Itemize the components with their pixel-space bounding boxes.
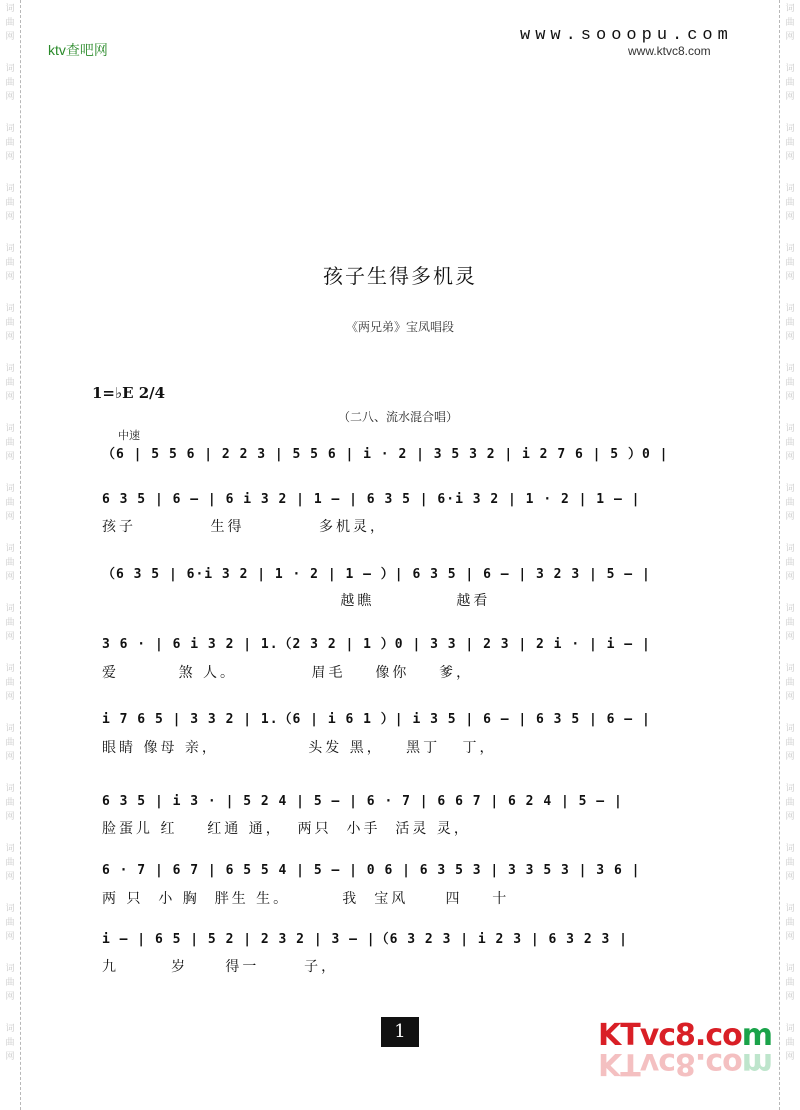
- watermark-glyph-group: [5, 62, 14, 104]
- watermark-glyph: 词: [785, 4, 795, 14]
- watermark-glyph-group: [5, 662, 14, 704]
- watermark-glyph-group: [5, 1022, 14, 1064]
- watermark-glyph: 曲: [5, 738, 15, 748]
- watermark-glyph: 曲: [785, 798, 795, 808]
- watermark-glyph-group: [785, 722, 794, 764]
- watermark-glyph-group: [5, 362, 14, 404]
- watermark-glyph-group: [785, 362, 794, 404]
- lyric-line-7: 两 只 小 胸 胖生 生。 我 宝风 四 十: [102, 891, 510, 907]
- watermark-glyph: 曲: [785, 138, 795, 148]
- logo-green-text: m: [741, 1018, 772, 1053]
- watermark-glyph: 网: [5, 392, 15, 402]
- watermark-glyph-group: [785, 842, 794, 884]
- watermark-glyph: 曲: [785, 78, 795, 88]
- site-sub-url[interactable]: www.ktvc8.com: [628, 44, 711, 58]
- watermark-glyph: 词: [5, 1024, 15, 1034]
- watermark-glyph: 词: [785, 424, 795, 434]
- watermark-glyph: 网: [5, 512, 15, 522]
- watermark-glyph-group: [5, 962, 14, 1004]
- watermark-glyph: 曲: [5, 918, 15, 928]
- watermark-glyph: 网: [785, 512, 795, 522]
- watermark-glyph: 词: [5, 604, 15, 614]
- watermark-glyph: 网: [5, 572, 15, 582]
- score-line-8: i — | 6 5 | 5 2 | 2 3 2 | 3 — |（6 3 2 3 | i 2 3 | 6 3 2 3 |: [102, 932, 628, 947]
- watermark-glyph: 网: [785, 332, 795, 342]
- watermark-glyph-group: [5, 2, 14, 44]
- key-signature: 1=♭E 2/4: [92, 384, 166, 402]
- watermark-glyph: 曲: [785, 978, 795, 988]
- watermark-glyph-group: [5, 542, 14, 584]
- watermark-glyph-group: [5, 722, 14, 764]
- watermark-glyph: 词: [785, 844, 795, 854]
- watermark-glyph-group: [785, 602, 794, 644]
- watermark-glyph: 网: [785, 632, 795, 642]
- watermark-glyph: 网: [5, 272, 15, 282]
- watermark-glyph-group: [5, 782, 14, 824]
- watermark-glyph: 词: [5, 904, 15, 914]
- watermark-glyph: 词: [5, 964, 15, 974]
- watermark-glyph: 网: [5, 992, 15, 1002]
- watermark-glyph: 词: [785, 964, 795, 974]
- watermark-glyph-group: [785, 182, 794, 224]
- watermark-glyph-group: [785, 482, 794, 524]
- watermark-glyph: 网: [5, 92, 15, 102]
- watermark-glyph: 网: [785, 932, 795, 942]
- watermark-glyph: 网: [5, 932, 15, 942]
- watermark-glyph: 词: [5, 4, 15, 14]
- watermark-glyph: 曲: [785, 678, 795, 688]
- watermark-glyph-group: [5, 482, 14, 524]
- watermark-glyph-group: [785, 422, 794, 464]
- watermark-glyph: 曲: [5, 378, 15, 388]
- watermark-glyph-group: [785, 62, 794, 104]
- watermark-glyph: 词: [785, 124, 795, 134]
- watermark-glyph: 词: [5, 184, 15, 194]
- watermark-glyph: 网: [5, 452, 15, 462]
- watermark-glyph-group: [785, 542, 794, 584]
- watermark-glyph-group: [785, 662, 794, 704]
- watermark-glyph: 词: [785, 664, 795, 674]
- watermark-glyph-group: [785, 902, 794, 944]
- watermark-glyph-group: [5, 902, 14, 944]
- watermark-glyph: 网: [785, 572, 795, 582]
- lyric-line-3: 越瞧 越看: [102, 593, 491, 609]
- watermark-glyph: 网: [785, 452, 795, 462]
- brand-left-logo[interactable]: ktv查吧网: [48, 42, 108, 58]
- score-line-5: i 7 6 5 | 3 3 2 | 1.（6 | i 6 1 ）| i 3 5 | 6 — | 6 3 5 | 6 — |: [102, 712, 651, 727]
- logo-red-text: KTvc8.co: [598, 1018, 742, 1053]
- watermark-glyph: 网: [5, 872, 15, 882]
- watermark-glyph: 网: [5, 632, 15, 642]
- watermark-glyph: 曲: [5, 798, 15, 808]
- watermark-glyph: 词: [785, 904, 795, 914]
- ktvc8-logo-reflection: [598, 1046, 772, 1081]
- score-line-2: 6 3 5 | 6 — | 6 i 3 2 | 1 — | 6 3 5 | 6·i 3 2 | 1 · 2 | 1 — |: [102, 492, 641, 507]
- lyric-line-6: 脸蛋儿 红 红通 通， 两只 小手 活灵 灵，: [102, 821, 471, 837]
- watermark-glyph: 网: [785, 212, 795, 222]
- watermark-glyph: 网: [785, 32, 795, 42]
- watermark-glyph: 曲: [5, 858, 15, 868]
- watermark-glyph: 网: [785, 152, 795, 162]
- score-line-3: （6 3 5 | 6·i 3 2 | 1 · 2 | 1 — ）| 6 3 5 | 6 — | 3 2 3 | 5 — |: [102, 567, 651, 582]
- score-line-6: 6 3 5 | i 3 · | 5 2 4 | 5 — | 6 · 7 | 6 6 7 | 6 2 4 | 5 — |: [102, 794, 623, 809]
- watermark-glyph: 曲: [5, 318, 15, 328]
- watermark-glyph: 曲: [5, 618, 15, 628]
- watermark-glyph: 曲: [5, 1038, 15, 1048]
- watermark-glyph: 曲: [785, 918, 795, 928]
- watermark-glyph: 曲: [785, 258, 795, 268]
- watermark-glyph: 曲: [785, 438, 795, 448]
- tempo-marking: 中速: [118, 429, 140, 442]
- watermark-glyph: 网: [785, 812, 795, 822]
- watermark-glyph: 曲: [5, 198, 15, 208]
- watermark-glyph: 词: [785, 244, 795, 254]
- watermark-glyph: 曲: [5, 78, 15, 88]
- watermark-glyph: 网: [5, 332, 15, 342]
- watermark-glyph: 网: [785, 872, 795, 882]
- watermark-glyph: 网: [5, 1052, 15, 1062]
- watermark-glyph: 词: [5, 844, 15, 854]
- watermark-glyph: 网: [785, 692, 795, 702]
- watermark-glyph: 词: [5, 664, 15, 674]
- site-url[interactable]: www.sooopu.com: [520, 26, 733, 45]
- watermark-glyph: 网: [5, 32, 15, 42]
- watermark-glyph-group: [785, 122, 794, 164]
- logo-reflection-red: KTvc8.co: [598, 1046, 742, 1081]
- watermark-glyph: 网: [785, 392, 795, 402]
- page-number: 1: [381, 1017, 419, 1047]
- watermark-glyph: 词: [5, 724, 15, 734]
- watermark-glyph-group: [5, 422, 14, 464]
- lyric-line-4: 爱 煞 人。 眉毛 像你 爹，: [102, 665, 474, 681]
- performance-note: （二八、流水混合唱）: [338, 410, 459, 424]
- watermark-glyph: 曲: [5, 258, 15, 268]
- watermark-glyph: 曲: [785, 498, 795, 508]
- watermark-glyph: 曲: [785, 198, 795, 208]
- watermark-glyph-group: [5, 182, 14, 224]
- watermark-glyph: 网: [785, 992, 795, 1002]
- lyric-line-2: 孩子 生得 多机灵，: [102, 519, 388, 535]
- watermark-glyph: 网: [785, 92, 795, 102]
- watermark-glyph: 曲: [5, 558, 15, 568]
- watermark-glyph: 词: [5, 784, 15, 794]
- watermark-glyph-group: [5, 122, 14, 164]
- watermark-glyph: 曲: [785, 18, 795, 28]
- left-watermark-column: [0, 0, 20, 1110]
- watermark-glyph: 词: [5, 424, 15, 434]
- watermark-glyph: 曲: [5, 18, 15, 28]
- watermark-glyph: 网: [785, 1052, 795, 1062]
- score-line-4: 3 6 · | 6 i 3 2 | 1.（2 3 2 | 1 ）0 | 3 3 | 2 3 | 2 i · | i — |: [102, 637, 651, 652]
- watermark-glyph: 词: [785, 724, 795, 734]
- watermark-glyph: 词: [785, 484, 795, 494]
- watermark-glyph: 词: [785, 544, 795, 554]
- logo-reflection-green: m: [741, 1046, 772, 1081]
- watermark-glyph: 词: [5, 244, 15, 254]
- watermark-glyph: 曲: [785, 378, 795, 388]
- watermark-glyph: 词: [785, 604, 795, 614]
- watermark-glyph: 网: [5, 692, 15, 702]
- watermark-glyph: 词: [785, 1024, 795, 1034]
- watermark-glyph: 曲: [785, 618, 795, 628]
- watermark-glyph-group: [785, 1022, 794, 1064]
- watermark-glyph: 词: [785, 304, 795, 314]
- watermark-glyph: 词: [785, 64, 795, 74]
- watermark-glyph: 曲: [785, 318, 795, 328]
- watermark-glyph: 网: [5, 812, 15, 822]
- watermark-glyph: 网: [785, 752, 795, 762]
- watermark-glyph-group: [785, 782, 794, 824]
- lyric-line-8: 九 岁 得一 子，: [102, 959, 339, 975]
- watermark-glyph: 曲: [5, 978, 15, 988]
- watermark-glyph: 词: [785, 364, 795, 374]
- watermark-glyph: 曲: [785, 558, 795, 568]
- watermark-glyph: 曲: [5, 138, 15, 148]
- watermark-glyph: 网: [5, 152, 15, 162]
- watermark-glyph: 曲: [785, 738, 795, 748]
- watermark-glyph-group: [785, 962, 794, 1004]
- score-line-7: 6 · 7 | 6 7 | 6 5 5 4 | 5 — | 0 6 | 6 3 5 3 | 3 3 5 3 | 3 6 |: [102, 863, 641, 878]
- watermark-glyph-group: [5, 842, 14, 884]
- watermark-glyph: 网: [785, 272, 795, 282]
- watermark-glyph: 词: [5, 484, 15, 494]
- score-line-1: （6 | 5 5 6 | 2 2 3 | 5 5 6 | i · 2 | 3 5 3 2 | i 2 7 6 | 5 ）0 |: [102, 447, 669, 462]
- song-title: 孩子生得多机灵: [323, 264, 477, 288]
- watermark-glyph: 词: [5, 364, 15, 374]
- watermark-glyph: 词: [785, 784, 795, 794]
- song-subtitle: 《两兄弟》宝凤唱段: [345, 320, 454, 334]
- watermark-glyph: 曲: [5, 438, 15, 448]
- watermark-glyph-group: [785, 2, 794, 44]
- watermark-glyph: 曲: [5, 678, 15, 688]
- watermark-glyph-group: [5, 602, 14, 644]
- watermark-glyph: 词: [5, 304, 15, 314]
- watermark-glyph: 词: [5, 64, 15, 74]
- watermark-glyph: 曲: [785, 1038, 795, 1048]
- right-watermark-column: [780, 0, 800, 1110]
- watermark-glyph: 曲: [5, 498, 15, 508]
- watermark-glyph: 词: [5, 544, 15, 554]
- watermark-glyph: 网: [5, 752, 15, 762]
- watermark-glyph: 网: [5, 212, 15, 222]
- watermark-glyph: 词: [5, 124, 15, 134]
- watermark-glyph: 词: [785, 184, 795, 194]
- watermark-glyph: 曲: [785, 858, 795, 868]
- lyric-line-5: 眼睛 像母 亲， 头发 黑， 黑丁 丁，: [102, 740, 497, 756]
